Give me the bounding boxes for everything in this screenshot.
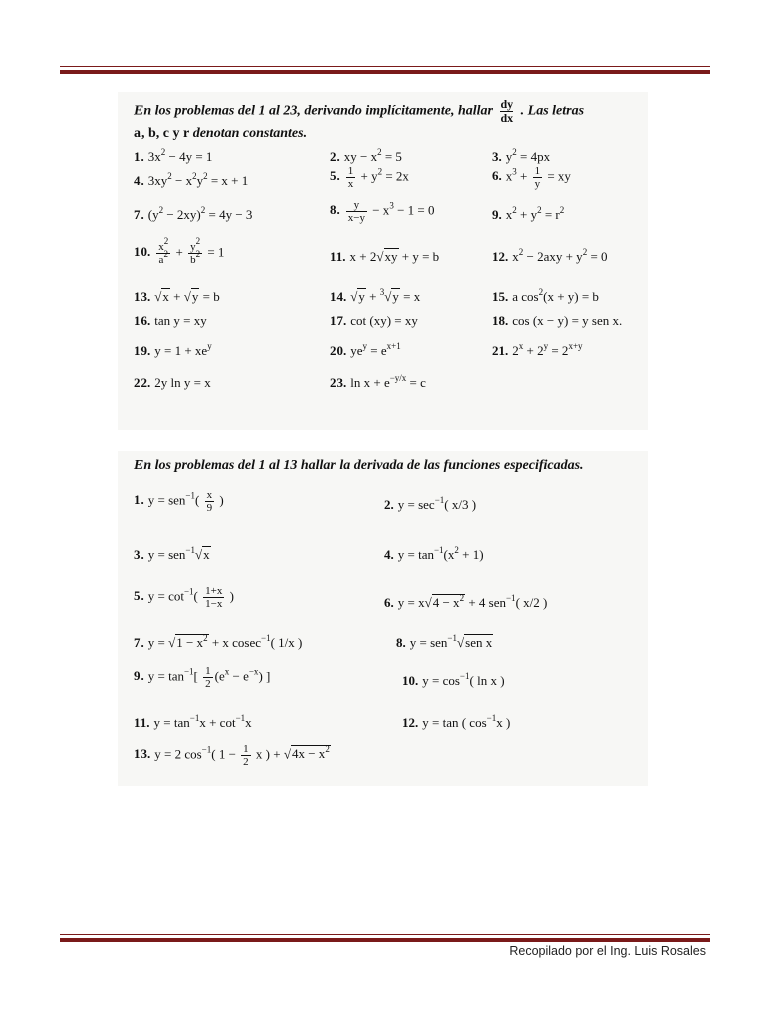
problem-2: 2. $y = \sec^{-1}$( x/3 )	[384, 495, 477, 512]
problem-21: 21. $2^x + 2^y = 2^{x+y}$	[492, 341, 583, 358]
problem-14: 14. √y + $^3$√y = x	[330, 287, 421, 304]
problem-set-inverse-trig	[118, 451, 648, 786]
section2-instructions: En los problemas del 1 al 13 hallar la derivada de las funciones especificadas.	[134, 458, 584, 473]
problem-11: 11. x + 2√xy + y = b	[330, 249, 440, 264]
problem-10: 10. $y = \cos^{-1}$( ln x )	[402, 671, 505, 688]
problem-8: 8. y = sen$^{-1}$√sen x	[396, 633, 493, 650]
footer-rule	[60, 934, 710, 942]
problem-5: 5. $\frac{1}{x}$ + $y^2 = 2x$	[330, 165, 409, 190]
problem-4: 4. $y = \tan^{-1}(x^2 + 1)$	[384, 545, 484, 562]
footer-credit: Recopilado por el Ing. Luis Rosales	[509, 944, 706, 958]
problem-13: 13. y = 2 $\cos^{-1}$( 1 − $\frac{1}{2}$ x ) + $√4x - x^2$	[134, 743, 330, 768]
problem-3: 3. y = sen$^{-1}$√x	[134, 545, 210, 562]
problem-7: 7. $(y^2 - 2xy)^2 = 4y - 3$	[134, 205, 253, 222]
problem-23: 23. $\ln x + e^{-y/x} = c$	[330, 373, 426, 390]
problem-4: 4. $3xy^2 - x^2y^2 = x + 1$	[134, 171, 249, 188]
problem-12: 12. $x^2 - 2axy + y^2 = 0$	[492, 247, 608, 264]
problem-19: 19. $y = 1 + xe^y$	[134, 341, 212, 358]
problem-18: 18. cos (x − y) = y sen x.	[492, 313, 623, 328]
header-rule	[60, 66, 710, 74]
problem-5: 5. $y = \cot^{-1}$( $\frac{1+x}{1-x}$ )	[134, 585, 234, 610]
problem-15: 15. a $\cos^2(x + y) = b$	[492, 287, 599, 304]
problem-11: 11. $y = \tan^{-1}x + \cot^{-1}x$	[134, 713, 252, 730]
problem-set-implicit	[118, 92, 648, 430]
problem-3: 3. $y^2 = 4px$	[492, 147, 551, 164]
problem-9: 9. $y = \tan^{-1}$[ $\frac{1}{2}$ $(e^x - e^{-x})$ ]	[134, 665, 271, 690]
dydx-fraction: $\frac{dy}{dx}$	[500, 97, 514, 125]
problem-17: 17. cot (xy) = xy	[330, 313, 418, 328]
problem-7: 7. $y = √1 - x^2 + x$ cosec$^{-1}$( 1/x )	[134, 633, 303, 650]
problem-8: 8. $\frac{y}{x-y}$ − $x^3 - 1 = 0$	[330, 199, 435, 224]
problem-6: 6. $x^3$ + $\frac{1}{y}$ = xy	[492, 165, 571, 190]
problem-12: 12. y = tan ( $\cos^{-1}x$ )	[402, 713, 511, 730]
section1-instructions: En los problemas del 1 al 23, derivando implícitamente, hallar $\frac{dy}{dx}$ . Las letras a, b, c y r denotan constantes.	[134, 97, 585, 141]
problem-20: 20. $ye^y = e^{x+1}$	[330, 341, 401, 358]
problem-1: 1. $3x^2 - 4y = 1$	[134, 147, 213, 164]
problem-1: 1. y = sen$^{-1}$( $\frac{x}{9}$ )	[134, 489, 224, 514]
problem-9: 9. $x^2 + y^2 = r^2$	[492, 205, 565, 222]
problem-22: 22. 2y ln y = x	[134, 375, 211, 390]
problem-16: 16. tan y = xy	[134, 313, 207, 328]
problem-2: 2. xy − $x^2 = 5$	[330, 147, 402, 164]
problem-10: 10. $\frac{x^2}{a^2}$ + $\frac{y^2}{b^2}$ = 1	[134, 236, 225, 266]
problem-13: 13. √x + √y = b	[134, 289, 220, 304]
problem-6: 6. $y = x√4 - x^2 + 4$ sen$^{-1}$( x/2 )	[384, 593, 548, 610]
